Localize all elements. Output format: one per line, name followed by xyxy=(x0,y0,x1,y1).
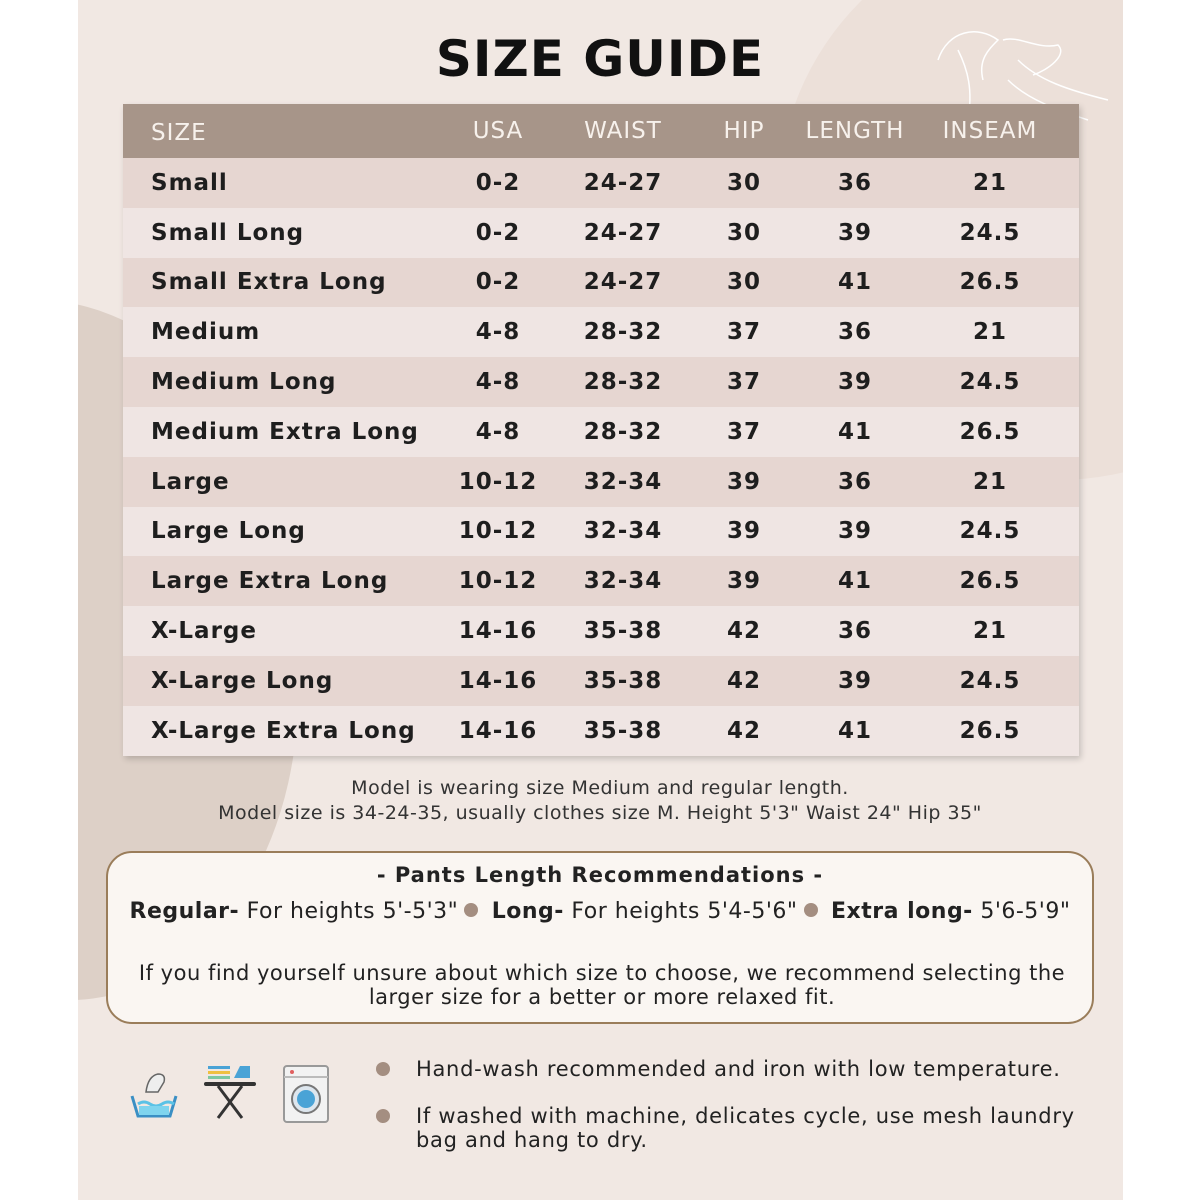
cell-waist: 28-32 xyxy=(583,418,663,445)
cell-length: 41 xyxy=(837,269,872,296)
header-inseam: INSEAM xyxy=(942,118,1038,144)
cell-inseam: 21 xyxy=(972,319,1007,346)
cell-hip: 37 xyxy=(726,418,761,445)
recommendations-title: - Pants Length Recommendations - xyxy=(376,863,824,887)
cell-length: 41 xyxy=(837,717,872,744)
cell-usa: 4-8 xyxy=(475,369,521,396)
cell-size: Medium xyxy=(151,319,261,346)
cell-length: 36 xyxy=(837,618,872,645)
cell-size: Medium Extra Long xyxy=(151,418,419,445)
cell-hip: 42 xyxy=(726,667,761,694)
model-note xyxy=(0,776,1200,826)
cell-usa: 4-8 xyxy=(475,418,521,445)
cell-hip: 30 xyxy=(726,169,761,196)
cell-waist: 32-34 xyxy=(583,468,663,495)
size-table xyxy=(123,104,1079,756)
cell-size: X-Large Long xyxy=(151,667,334,694)
washing-machine-icon xyxy=(282,1064,330,1124)
cell-size: Medium Long xyxy=(151,369,337,396)
cell-size: Large Long xyxy=(151,518,306,545)
cell-waist: 35-38 xyxy=(583,717,663,744)
cell-usa: 0-2 xyxy=(475,169,521,196)
cell-length: 39 xyxy=(837,219,872,246)
long-label: Long- xyxy=(491,899,564,924)
cell-usa: 14-16 xyxy=(458,667,538,694)
cell-size: Small Long xyxy=(151,219,305,246)
table-row xyxy=(123,307,1079,357)
cell-waist: 35-38 xyxy=(583,667,663,694)
model-note-line: Model size is 34-24-35, usually clothes size M. Height 5'3" Waist 24" Hip 35" xyxy=(218,802,982,824)
model-note-line: Model is wearing size Medium and regular length. xyxy=(351,777,849,799)
cell-size: X-Large Extra Long xyxy=(151,717,416,744)
cell-size: Large xyxy=(151,468,230,495)
cell-waist: 28-32 xyxy=(583,319,663,346)
header-length: LENGTH xyxy=(805,118,905,144)
cell-hip: 37 xyxy=(726,319,761,346)
long-text: For heights 5'4-5'6" xyxy=(563,899,798,924)
header-size: SIZE xyxy=(151,120,207,146)
cell-waist: 24-27 xyxy=(583,169,663,196)
table-row xyxy=(123,457,1079,507)
cell-size: Small Extra Long xyxy=(151,269,387,296)
cell-hip: 42 xyxy=(726,618,761,645)
cell-hip: 30 xyxy=(726,269,761,296)
cell-inseam: 21 xyxy=(972,468,1007,495)
ironing-board-icon xyxy=(204,1060,258,1122)
cell-usa: 4-8 xyxy=(475,319,521,346)
cell-size: Small xyxy=(151,169,228,196)
cell-length: 36 xyxy=(837,319,872,346)
cell-inseam: 24.5 xyxy=(959,518,1021,545)
cell-size: X-Large xyxy=(151,618,257,645)
table-row xyxy=(123,158,1079,208)
cell-waist: 32-34 xyxy=(583,518,663,545)
hand-wash-icon xyxy=(128,1068,180,1120)
table-row xyxy=(123,507,1079,557)
cell-inseam: 26.5 xyxy=(959,717,1021,744)
cell-length: 39 xyxy=(837,667,872,694)
table-row xyxy=(123,656,1079,706)
cell-hip: 30 xyxy=(726,219,761,246)
table-row xyxy=(123,258,1079,308)
bullet-dot xyxy=(376,1109,390,1123)
cell-usa: 14-16 xyxy=(458,618,538,645)
regular-label: Regular- xyxy=(129,899,240,924)
page-title: SIZE GUIDE xyxy=(435,30,765,88)
cell-length: 41 xyxy=(837,568,872,595)
cell-inseam: 26.5 xyxy=(959,568,1021,595)
cell-waist: 24-27 xyxy=(583,219,663,246)
cell-inseam: 24.5 xyxy=(959,369,1021,396)
care-instruction-text: If washed with machine, delicates cycle, use mesh laundry bag and hang to dry. xyxy=(416,1104,1075,1152)
table-row xyxy=(123,357,1079,407)
table-row xyxy=(123,706,1079,756)
cell-length: 41 xyxy=(837,418,872,445)
bullet-dot xyxy=(376,1062,390,1076)
header-usa: USA xyxy=(472,118,524,144)
table-row xyxy=(123,208,1079,258)
extra-long-label: Extra long- xyxy=(831,899,973,924)
care-instruction-text: Hand-wash recommended and iron with low temperature. xyxy=(416,1057,1061,1081)
cell-usa: 14-16 xyxy=(458,717,538,744)
table-row xyxy=(123,407,1079,457)
cell-usa: 0-2 xyxy=(475,219,521,246)
cell-inseam: 24.5 xyxy=(959,667,1021,694)
bullet-dot xyxy=(804,903,818,917)
regular-text: For heights 5'-5'3" xyxy=(239,899,459,924)
cell-waist: 24-27 xyxy=(583,269,663,296)
cell-inseam: 21 xyxy=(972,169,1007,196)
cell-hip: 39 xyxy=(726,568,761,595)
cell-usa: 10-12 xyxy=(458,518,538,545)
cell-usa: 10-12 xyxy=(458,568,538,595)
cell-hip: 39 xyxy=(726,518,761,545)
cell-length: 36 xyxy=(837,468,872,495)
table-row xyxy=(123,606,1079,656)
length-recommendations-box xyxy=(106,851,1094,1024)
cell-waist: 35-38 xyxy=(583,618,663,645)
recommendations-line xyxy=(108,899,1092,924)
cell-inseam: 24.5 xyxy=(959,219,1021,246)
cell-length: 39 xyxy=(837,369,872,396)
cell-length: 36 xyxy=(837,169,872,196)
cell-length: 39 xyxy=(837,518,872,545)
header-waist: WAIST xyxy=(584,118,662,144)
cell-inseam: 26.5 xyxy=(959,418,1021,445)
size-advice: If you find yourself unsure about which size to choose, we recommend selecting the larger size for a better or more relaxed fit. xyxy=(138,961,1066,1009)
cell-waist: 32-34 xyxy=(583,568,663,595)
cell-hip: 39 xyxy=(726,468,761,495)
cell-inseam: 26.5 xyxy=(959,269,1021,296)
extra-long-text: 5'6-5'9" xyxy=(972,899,1071,924)
table-body xyxy=(123,158,1079,756)
table-row xyxy=(123,556,1079,606)
bullet-dot xyxy=(464,903,478,917)
cell-hip: 42 xyxy=(726,717,761,744)
cell-size: Large Extra Long xyxy=(151,568,389,595)
cell-inseam: 21 xyxy=(972,618,1007,645)
table-header xyxy=(123,104,1079,158)
cell-waist: 28-32 xyxy=(583,369,663,396)
cell-hip: 37 xyxy=(726,369,761,396)
cell-usa: 10-12 xyxy=(458,468,538,495)
header-hip: HIP xyxy=(723,118,765,144)
cell-usa: 0-2 xyxy=(475,269,521,296)
